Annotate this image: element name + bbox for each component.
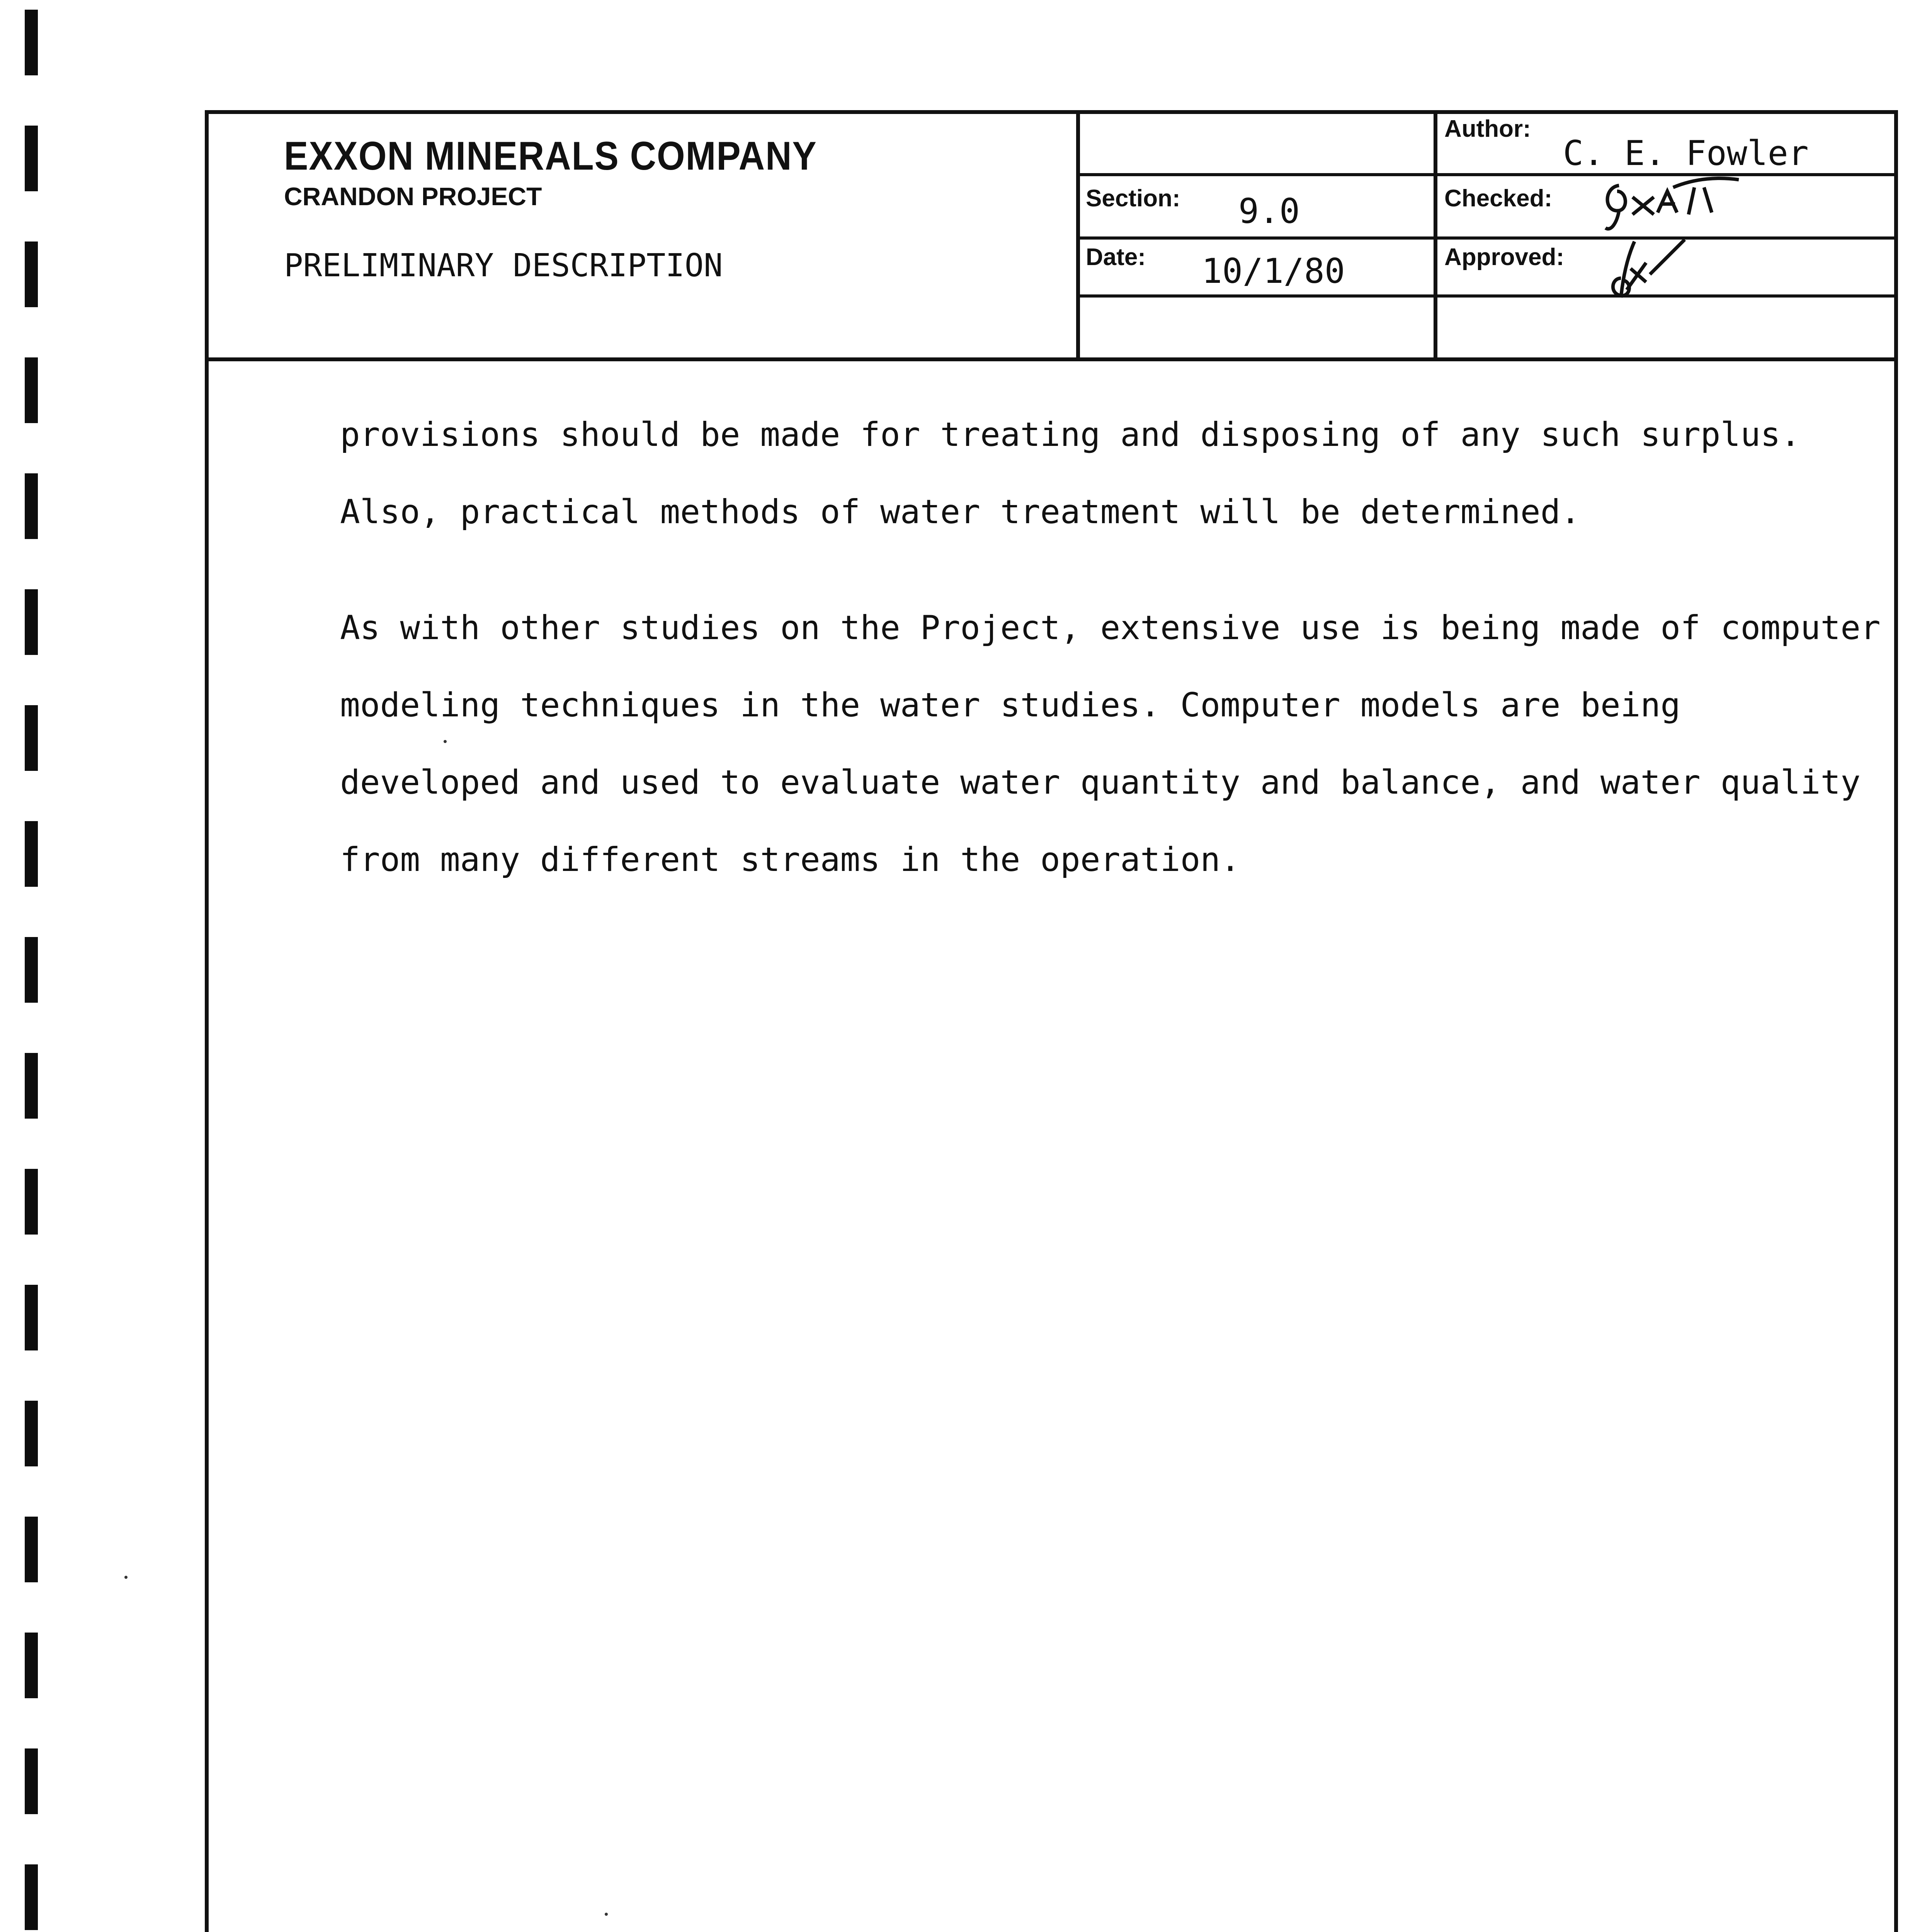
- binding-hole: [25, 589, 38, 655]
- binding-hole: [25, 705, 38, 771]
- header-divider: [205, 357, 1898, 361]
- binding-hole: [25, 1285, 38, 1350]
- binding-hole: [25, 473, 38, 539]
- header-column-divider-1: [1076, 110, 1080, 361]
- body-line-6: from many different streams in the operation.: [340, 840, 1240, 879]
- section-value: 9.0: [1238, 191, 1300, 231]
- scan-speck: [605, 1913, 608, 1916]
- company-name: EXXON MINERALS COMPANY: [284, 134, 817, 179]
- date-value: 10/1/80: [1202, 251, 1345, 291]
- approved-signature: [1604, 232, 1692, 305]
- binding-hole: [25, 1748, 38, 1814]
- author-label: Author:: [1444, 116, 1531, 142]
- binding-hole: [25, 1053, 38, 1119]
- body-line-5: developed and used to evaluate water quantity and balance, and water quality: [340, 763, 1861, 802]
- body-line-2: Also, practical methods of water treatment will be determined.: [340, 493, 1581, 531]
- binding-hole: [25, 1401, 38, 1466]
- project-name: CRANDON PROJECT: [284, 182, 542, 211]
- scan-speck: [124, 1576, 128, 1579]
- binding-hole: [25, 1169, 38, 1235]
- binding-hole: [25, 1864, 38, 1930]
- binding-hole: [25, 937, 38, 1003]
- checked-label: Checked:: [1444, 185, 1553, 212]
- header-row-line-1: [1076, 173, 1898, 176]
- author-value: C. E. Fowler: [1563, 133, 1809, 173]
- header-column-divider-2: [1434, 110, 1437, 361]
- section-label: Section:: [1086, 185, 1180, 212]
- approved-label: Approved:: [1444, 244, 1564, 270]
- scan-speck: [444, 740, 447, 743]
- header-row-line-3: [1076, 294, 1898, 298]
- binding-hole: [25, 126, 38, 191]
- checked-signature: [1596, 170, 1743, 236]
- binding-hole: [25, 1517, 38, 1582]
- binding-hole: [25, 242, 38, 307]
- binding-hole: [25, 821, 38, 887]
- binding-hole: [25, 1633, 38, 1698]
- binding-hole: [25, 10, 38, 75]
- header-row-line-2: [1076, 236, 1898, 240]
- binding-hole: [25, 357, 38, 423]
- date-label: Date:: [1086, 244, 1146, 270]
- page-frame: [205, 110, 1898, 1932]
- document-title: PRELIMINARY DESCRIPTION: [284, 247, 723, 284]
- body-line-3: As with other studies on the Project, extensive use is being made of computer: [340, 609, 1881, 647]
- body-line-4: modeling techniques in the water studies. Computer models are being: [340, 686, 1681, 724]
- body-line-1: provisions should be made for treating and disposing of any such surplus.: [340, 415, 1801, 454]
